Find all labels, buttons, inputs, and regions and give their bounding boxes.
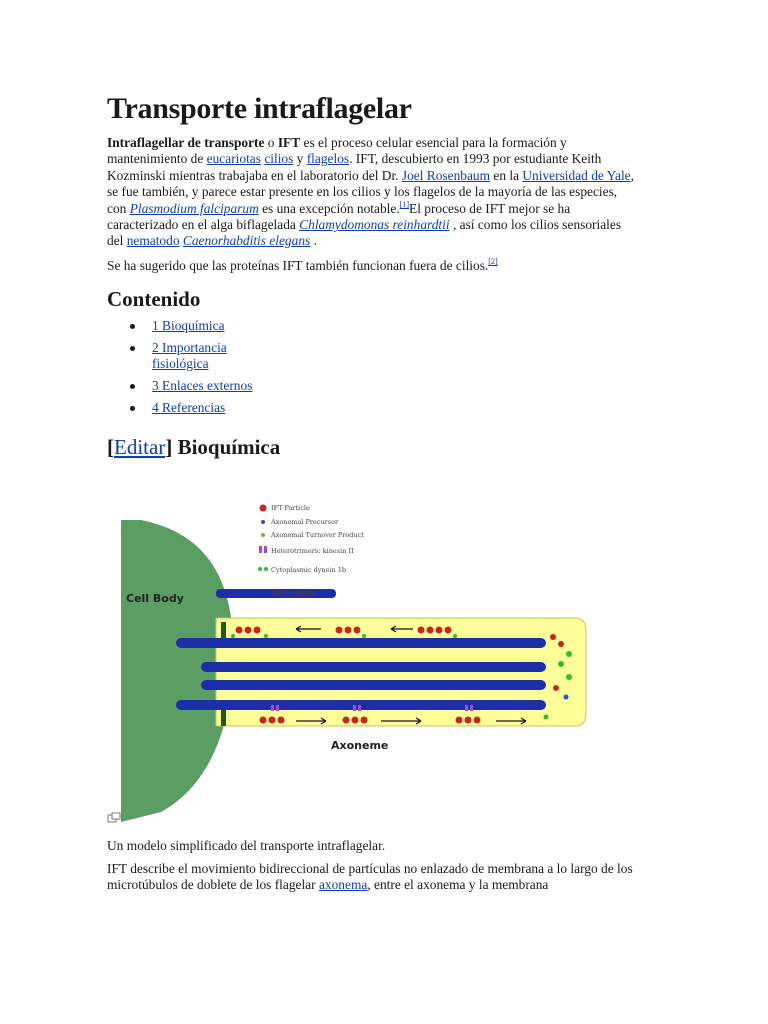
toc-link-bioquimica[interactable]: 1 Bioquímica — [152, 318, 225, 333]
legend-kinesin: Heterotrimeric kinesin II — [271, 547, 354, 555]
figure-legend — [243, 504, 364, 597]
toc-link-importancia[interactable]: 2 Importancia fisiológica — [152, 340, 227, 371]
legend-turnover-product: Axonemal Turnover Product — [271, 531, 364, 539]
reference-2[interactable]: [2] — [488, 257, 498, 266]
section-heading: [Editar] Bioquímica — [107, 435, 281, 459]
axoneme-label: Axoneme — [331, 739, 389, 752]
link-joel-rosenbaum[interactable]: Joel Rosenbaum — [401, 167, 491, 183]
legend-dynein: Cytoplasmic dynein 1b — [271, 566, 347, 574]
ift-bold: IFT — [277, 135, 301, 150]
microtubule — [201, 680, 546, 690]
link-universidad-yale[interactable]: Universidad de Yale — [522, 167, 631, 183]
link-plasmodium[interactable]: Plasmodium falciparum — [129, 200, 259, 216]
reference-1[interactable]: [1] — [399, 199, 410, 209]
toc-title: Contenido — [107, 287, 201, 311]
toc-item — [107, 378, 307, 394]
link-axonema[interactable]: axonema — [318, 877, 368, 893]
edit-section-link[interactable]: Editar — [114, 435, 166, 459]
microtubule — [176, 638, 546, 648]
link-caenorhabditis[interactable]: Caenorhabditis elegans — [182, 233, 311, 249]
table-of-contents — [107, 318, 307, 416]
intro-paragraph: Intraflagellar de transporte o IFT es el proceso celular esencial para la formación y mantenimiento de eucariotas cilios y flagelos. IFT, descubierto en 1993 por estudiante Keith Kozminski mientras trabajaba en el laboratorio del Dr. Joel Rosenbaum en la Universidad de Yale, se fue también, y parece estar presente en los cilios y los flagelos de la mayoría de las especies, con Plasmodium falciparum es una excepción notable.[1]El proceso de IFT mejor se ha caracterizado en el alga biflagelada Chlamydomonas reinhardtii , así como los cilios sensoriales del nematodo Caenorhabditis elegans . — [107, 135, 634, 249]
toc-link-referencias[interactable]: 4 Referencias — [152, 400, 226, 415]
legend-ift-particle: IFT Particle — [271, 504, 310, 512]
secondary-paragraph: Se ha sugerido que las proteínas IFT también funcionan fuera de cilios.[2] — [107, 257, 498, 273]
link-chlamydomonas[interactable]: Chlamydomonas reinhardtii — [299, 217, 450, 233]
toc-link-enlaces[interactable]: 3 Enlaces externos — [152, 378, 253, 393]
body-paragraph: IFT describe el movimiento bidireccional de partículas no enlazado de membrana a lo largo de los microtúbulos de doblete de los flagelar axonema, entre el axonema y la membrana — [107, 861, 633, 893]
legend-axonemal-precursor: Axonemal Precursor — [271, 518, 339, 526]
microtubule — [201, 662, 546, 672]
link-flagelos[interactable]: flagelos — [306, 151, 350, 167]
legend-microtubules: Microtubules — [271, 589, 315, 597]
basal-body — [221, 622, 226, 638]
toc-item — [107, 318, 307, 334]
basal-body — [221, 710, 226, 726]
link-cilios[interactable]: cilios — [264, 151, 294, 167]
link-eucariotas[interactable]: eucariotas — [206, 151, 261, 167]
figure-caption: Un modelo simplificado del transporte intraflagelar. — [107, 838, 386, 853]
page-title: Transporte intraflagelar — [107, 92, 412, 125]
cell-body-label: Cell Body — [126, 592, 184, 605]
toc-item — [107, 400, 307, 416]
ift-diagram[interactable] — [121, 492, 601, 822]
link-nematodo[interactable]: nematodo — [126, 233, 180, 249]
toc-item — [107, 340, 252, 372]
term-bold: Intraflagellar de transporte — [107, 135, 265, 150]
enlarge-icon[interactable] — [107, 812, 121, 824]
